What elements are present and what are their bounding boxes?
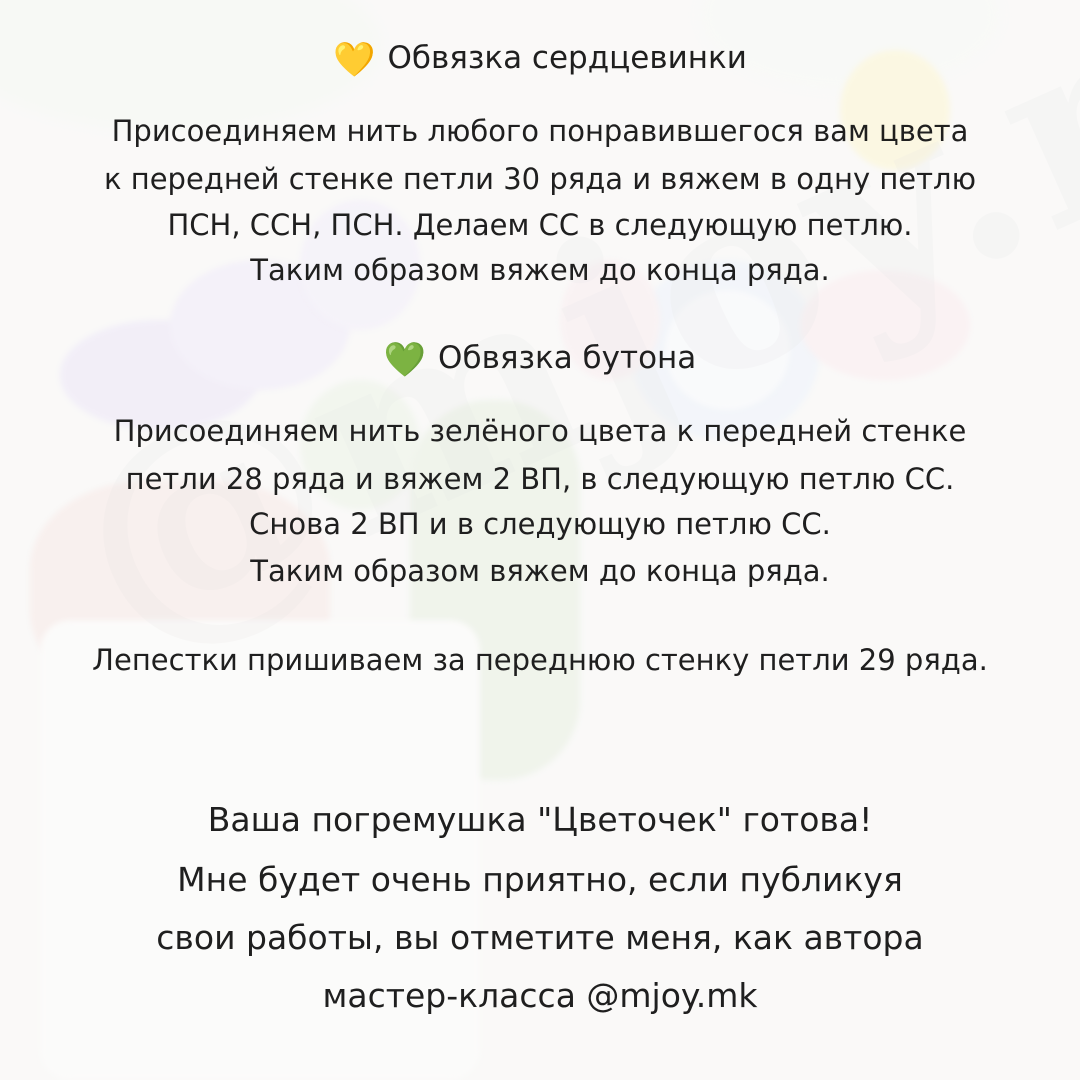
section-1-heading [0,40,1080,78]
section-2-title: Обвязка бутона [438,340,697,376]
section-1-title: Обвязка сердцевинки [387,40,747,76]
yellow-heart-icon: 💛 [333,40,376,80]
section-1-line: к передней стенке петли 30 ряда и вяжем в одну петлю [104,162,976,196]
section-1-line: Таким образом вяжем до конца ряда. [250,253,830,287]
section-2-line: Присоединяем нить зелёного цвета к передней стенке [113,414,967,448]
section-2-line: Таким образом вяжем до конца ряда. [250,554,830,588]
section-1-line: Присоединяем нить любого понравившегося вам цвета [111,114,969,148]
section-2-line: петли 28 ряда и вяжем 2 ВП, в следующую петлю СС. [125,462,955,496]
section-2-heading [0,340,1080,378]
final-line: свои работы, вы отметите меня, как автора [156,918,924,957]
green-heart-icon: 💚 [383,340,427,380]
author-handle-line: мастер-класса @mjoy.mk [322,976,758,1015]
petals-note: Лепестки пришиваем за переднюю стенку петли 29 ряда. [92,643,988,677]
section-1-line: ПСН, ССН, ПСН. Делаем СС в следующую петлю. [167,208,913,242]
final-line: Ваша погремушка "Цветочек" готова! [207,800,873,839]
final-line: Мне будет очень приятно, если публикуя [177,860,903,899]
section-2-line: Снова 2 ВП и в следующую петлю СС. [249,507,831,541]
